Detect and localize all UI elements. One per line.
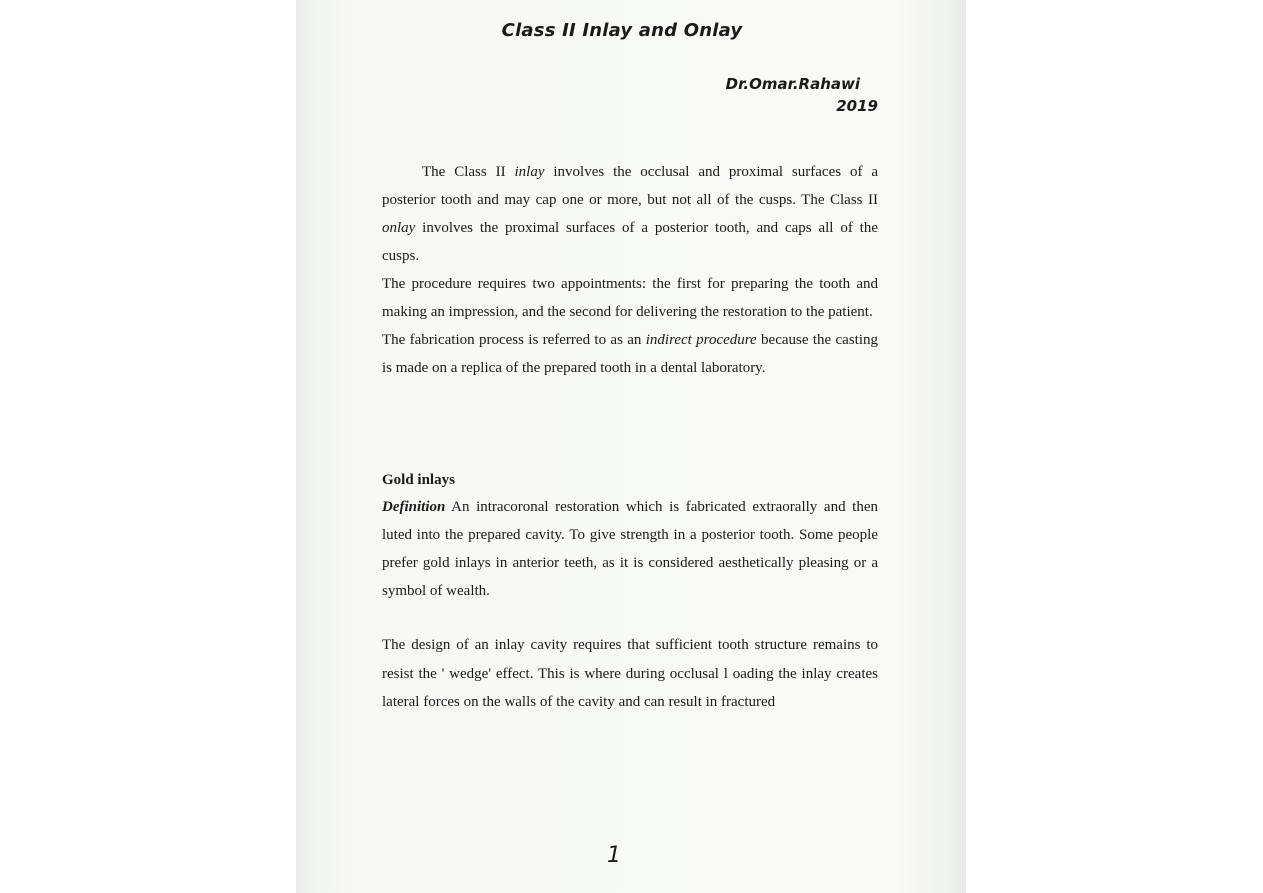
- fabrication-paragraph: [382, 326, 878, 382]
- term-onlay: onlay: [382, 220, 416, 236]
- design-section: [382, 631, 878, 717]
- document-title: Class II Inlay and Onlay: [501, 20, 743, 41]
- design-paragraph: The design of an inlay cavity requires that sufficient tooth structure remains to resist the ' wedge' effect. This is where during occlusal l oading the inlay creates lateral forces on the walls of the cavity and can result in fractured: [382, 637, 878, 710]
- text-run: involves the proximal surfaces of a posterior tooth, and caps all of the cusps.: [382, 220, 878, 264]
- author-block: [726, 73, 878, 117]
- definition-label: Definition: [382, 499, 446, 515]
- definition-paragraph: [382, 493, 878, 605]
- section-heading: Gold inlays: [382, 472, 455, 488]
- document-year: 2019: [836, 97, 878, 115]
- definition-text: An intracoronal restoration which is fabricated extraorally and then luted into the prepared cavity. To give strength in a posterior tooth. Some people prefer gold inlays in anterior teeth, as it is considered aesthetically pleasing or a symbol of wealth.: [382, 499, 878, 599]
- document-page: [296, 0, 966, 893]
- term-indirect-procedure: indirect procedure: [645, 332, 757, 348]
- text-run: The Class II: [422, 164, 515, 180]
- gold-inlays-section: [382, 468, 878, 605]
- text-run: because the casting is made on a replica of the prepared tooth in a dental laboratory.: [382, 332, 878, 376]
- text-run: The fabrication process is referred to as an: [382, 332, 646, 348]
- term-inlay: inlay: [514, 164, 545, 180]
- author-name: Dr.Omar.Rahawi: [725, 75, 860, 93]
- intro-paragraph: [382, 158, 878, 270]
- page-number: 1: [607, 843, 621, 868]
- procedure-paragraph: The procedure requires two appointments: the first for preparing the tooth and making an impression, and the second for delivering the restoration to the patient.: [382, 276, 878, 320]
- text-run: involves the occlusal and proximal surfaces of a posterior tooth and may cap one or more, but not all of the cusps. The Class II: [382, 164, 878, 208]
- intro-section: [382, 158, 878, 382]
